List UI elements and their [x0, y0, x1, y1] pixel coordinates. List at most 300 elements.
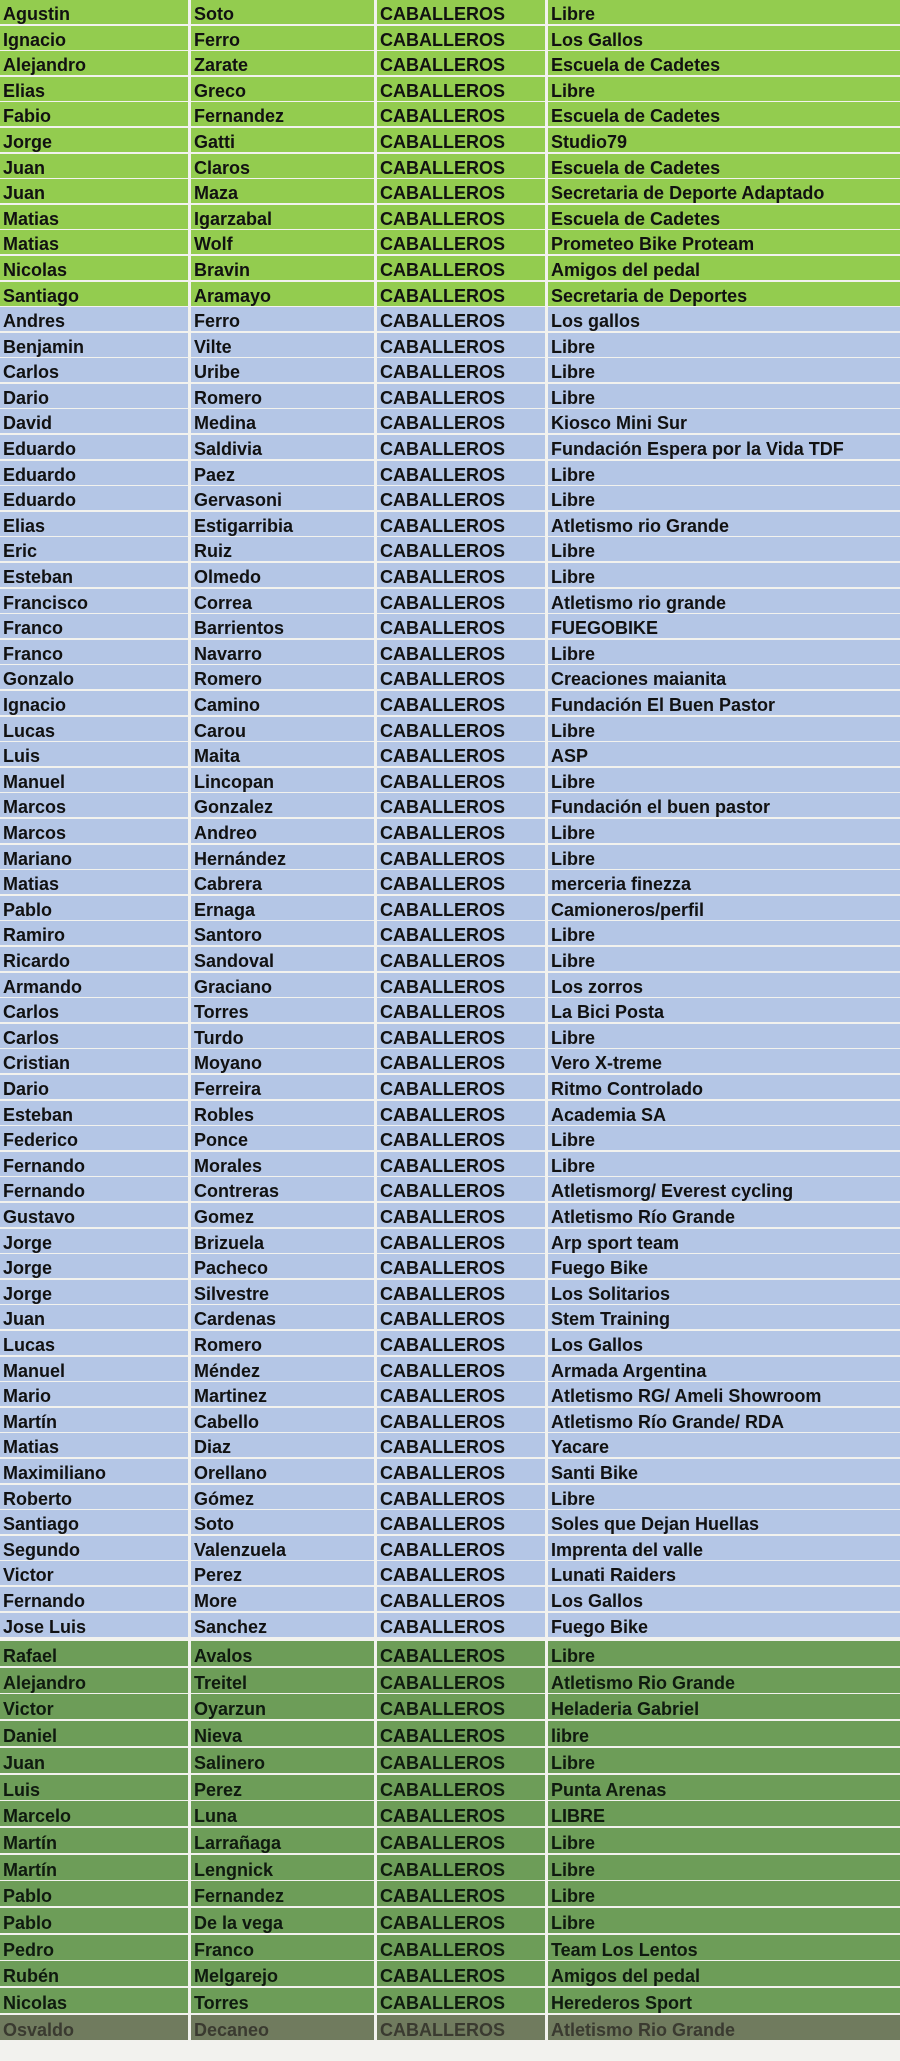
team-cell: Libre: [548, 1126, 900, 1150]
table-row: [0, 563, 900, 587]
team-cell: Libre: [548, 640, 900, 664]
first-name-cell: Osvaldo: [0, 2015, 188, 2040]
table-row: [0, 1280, 900, 1304]
table-row: [0, 1935, 900, 1960]
last-name-cell: Saldivia: [191, 435, 374, 459]
first-name-cell: Matias: [0, 870, 188, 894]
category-cell: CABALLEROS: [377, 1101, 545, 1125]
table-row: [0, 870, 900, 894]
category-cell: CABALLEROS: [377, 102, 545, 126]
category-cell: CABALLEROS: [377, 998, 545, 1022]
table-row: [0, 205, 900, 229]
last-name-cell: Maita: [191, 742, 374, 766]
last-name-cell: Maza: [191, 179, 374, 203]
table-row: [0, 1485, 900, 1509]
last-name-cell: Soto: [191, 1510, 374, 1534]
first-name-cell: Carlos: [0, 1024, 188, 1048]
category-cell: CABALLEROS: [377, 128, 545, 152]
first-name-cell: David: [0, 409, 188, 433]
last-name-cell: Cabello: [191, 1408, 374, 1432]
team-cell: Libre: [548, 1828, 900, 1853]
table-row: [0, 921, 900, 945]
last-name-cell: Andreo: [191, 819, 374, 843]
table-row: [0, 640, 900, 664]
category-cell: CABALLEROS: [377, 307, 545, 331]
last-name-cell: Aramayo: [191, 282, 374, 306]
first-name-cell: Fernando: [0, 1587, 188, 1611]
first-name-cell: Ricardo: [0, 947, 188, 971]
table-row: [0, 819, 900, 843]
category-cell: CABALLEROS: [377, 845, 545, 869]
table-row: [0, 1801, 900, 1826]
category-cell: CABALLEROS: [377, 333, 545, 357]
category-cell: CABALLEROS: [377, 1126, 545, 1150]
first-name-cell: Martín: [0, 1828, 188, 1853]
first-name-cell: Nicolas: [0, 256, 188, 280]
category-cell: CABALLEROS: [377, 1305, 545, 1329]
last-name-cell: Barrientos: [191, 614, 374, 638]
team-cell: Lunati Raiders: [548, 1561, 900, 1585]
first-name-cell: Pablo: [0, 1881, 188, 1906]
category-cell: CABALLEROS: [377, 384, 545, 408]
first-name-cell: Fernando: [0, 1152, 188, 1176]
first-name-cell: Alejandro: [0, 1668, 188, 1693]
table-row: [0, 1721, 900, 1746]
table-row: [0, 768, 900, 792]
last-name-cell: Luna: [191, 1801, 374, 1826]
team-cell: Stem Training: [548, 1305, 900, 1329]
table-row: [0, 589, 900, 613]
category-cell: CABALLEROS: [377, 1152, 545, 1176]
first-name-cell: Franco: [0, 640, 188, 664]
table-row: [0, 1331, 900, 1355]
category-cell: CABALLEROS: [377, 205, 545, 229]
first-name-cell: Eduardo: [0, 461, 188, 485]
team-cell: Libre: [548, 486, 900, 510]
category-cell: CABALLEROS: [377, 179, 545, 203]
table-row: [0, 1357, 900, 1381]
first-name-cell: Gonzalo: [0, 665, 188, 689]
team-cell: Libre: [548, 563, 900, 587]
table-row: [0, 1152, 900, 1176]
first-name-cell: Fabio: [0, 102, 188, 126]
category-cell: CABALLEROS: [377, 665, 545, 689]
table-row: [0, 1408, 900, 1432]
category-cell: CABALLEROS: [377, 461, 545, 485]
category-cell: CABALLEROS: [377, 154, 545, 178]
category-cell: CABALLEROS: [377, 1748, 545, 1773]
table-row: [0, 0, 900, 24]
last-name-cell: Silvestre: [191, 1280, 374, 1304]
first-name-cell: Francisco: [0, 589, 188, 613]
last-name-cell: Wolf: [191, 230, 374, 254]
table-row: [0, 77, 900, 101]
table-row: [0, 1775, 900, 1800]
first-name-cell: Jose Luis: [0, 1613, 188, 1637]
first-name-cell: Ignacio: [0, 691, 188, 715]
last-name-cell: Larrañaga: [191, 1828, 374, 1853]
category-cell: CABALLEROS: [377, 1694, 545, 1719]
team-cell: merceria finezza: [548, 870, 900, 894]
last-name-cell: Cabrera: [191, 870, 374, 894]
first-name-cell: Eric: [0, 537, 188, 561]
table-row: [0, 1641, 900, 1666]
team-cell: Libre: [548, 1485, 900, 1509]
last-name-cell: Paez: [191, 461, 374, 485]
team-cell: Soles que Dejan Huellas: [548, 1510, 900, 1534]
last-name-cell: Hernández: [191, 845, 374, 869]
table-row: [0, 998, 900, 1022]
last-name-cell: Ferro: [191, 307, 374, 331]
last-name-cell: Fernandez: [191, 102, 374, 126]
team-cell: Prometeo Bike Proteam: [548, 230, 900, 254]
last-name-cell: Lincopan: [191, 768, 374, 792]
team-cell: Los gallos: [548, 307, 900, 331]
last-name-cell: Perez: [191, 1561, 374, 1585]
table-row: [0, 1587, 900, 1611]
team-cell: ASP: [548, 742, 900, 766]
table-row: [0, 358, 900, 382]
last-name-cell: Correa: [191, 589, 374, 613]
category-cell: CABALLEROS: [377, 896, 545, 920]
first-name-cell: Victor: [0, 1694, 188, 1719]
first-name-cell: Elias: [0, 512, 188, 536]
first-name-cell: Gustavo: [0, 1203, 188, 1227]
team-cell: Studio79: [548, 128, 900, 152]
team-cell: Atletismo Rio Grande: [548, 2015, 900, 2040]
first-name-cell: Dario: [0, 384, 188, 408]
team-cell: Libre: [548, 1024, 900, 1048]
category-cell: CABALLEROS: [377, 512, 545, 536]
table-row: [0, 512, 900, 536]
first-name-cell: Carlos: [0, 358, 188, 382]
team-cell: Heladeria Gabriel: [548, 1694, 900, 1719]
category-cell: CABALLEROS: [377, 282, 545, 306]
first-name-cell: Nicolas: [0, 1988, 188, 2013]
last-name-cell: Moyano: [191, 1049, 374, 1073]
team-cell: Libre: [548, 768, 900, 792]
last-name-cell: Melgarejo: [191, 1961, 374, 1986]
last-name-cell: Graciano: [191, 973, 374, 997]
first-name-cell: Andres: [0, 307, 188, 331]
category-cell: CABALLEROS: [377, 717, 545, 741]
category-cell: CABALLEROS: [377, 1801, 545, 1826]
category-cell: CABALLEROS: [377, 230, 545, 254]
category-cell: CABALLEROS: [377, 1855, 545, 1880]
category-cell: CABALLEROS: [377, 537, 545, 561]
first-name-cell: Carlos: [0, 998, 188, 1022]
category-cell: CABALLEROS: [377, 768, 545, 792]
last-name-cell: Romero: [191, 665, 374, 689]
team-cell: Arp sport team: [548, 1229, 900, 1253]
table-row: [0, 128, 900, 152]
first-name-cell: Roberto: [0, 1485, 188, 1509]
first-name-cell: Juan: [0, 1748, 188, 1773]
category-cell: CABALLEROS: [377, 589, 545, 613]
team-cell: Libre: [548, 1881, 900, 1906]
table-row: [0, 1382, 900, 1406]
category-cell: CABALLEROS: [377, 742, 545, 766]
table-row: [0, 435, 900, 459]
category-cell: CABALLEROS: [377, 1641, 545, 1666]
last-name-cell: Uribe: [191, 358, 374, 382]
first-name-cell: Esteban: [0, 563, 188, 587]
team-cell: libre: [548, 1721, 900, 1746]
team-cell: Fundación Espera por la Vida TDF: [548, 435, 900, 459]
table-row: [0, 333, 900, 357]
first-name-cell: Agustin: [0, 0, 188, 24]
category-cell: CABALLEROS: [377, 1908, 545, 1933]
team-cell: Secretaria de Deporte Adaptado: [548, 179, 900, 203]
team-cell: Libre: [548, 1908, 900, 1933]
last-name-cell: Cardenas: [191, 1305, 374, 1329]
table-row: [0, 1229, 900, 1253]
first-name-cell: Marcelo: [0, 1801, 188, 1826]
table-row: [0, 282, 900, 306]
first-name-cell: Juan: [0, 154, 188, 178]
category-cell: CABALLEROS: [377, 486, 545, 510]
first-name-cell: Pedro: [0, 1935, 188, 1960]
category-cell: CABALLEROS: [377, 1203, 545, 1227]
first-name-cell: Fernando: [0, 1177, 188, 1201]
category-cell: CABALLEROS: [377, 1024, 545, 1048]
team-cell: Fundación El Buen Pastor: [548, 691, 900, 715]
first-name-cell: Juan: [0, 1305, 188, 1329]
last-name-cell: Oyarzun: [191, 1694, 374, 1719]
last-name-cell: Navarro: [191, 640, 374, 664]
last-name-cell: Gervasoni: [191, 486, 374, 510]
category-cell: CABALLEROS: [377, 1721, 545, 1746]
last-name-cell: Zarate: [191, 51, 374, 75]
first-name-cell: Lucas: [0, 717, 188, 741]
table-row: [0, 230, 900, 254]
first-name-cell: Segundo: [0, 1536, 188, 1560]
last-name-cell: Contreras: [191, 1177, 374, 1201]
table-row: [0, 691, 900, 715]
team-cell: Ritmo Controlado: [548, 1075, 900, 1099]
table-row: [0, 717, 900, 741]
last-name-cell: Ponce: [191, 1126, 374, 1150]
category-cell: CABALLEROS: [377, 640, 545, 664]
last-name-cell: Ruiz: [191, 537, 374, 561]
first-name-cell: Rubén: [0, 1961, 188, 1986]
first-name-cell: Esteban: [0, 1101, 188, 1125]
team-cell: Punta Arenas: [548, 1775, 900, 1800]
first-name-cell: Ignacio: [0, 26, 188, 50]
category-cell: CABALLEROS: [377, 26, 545, 50]
category-cell: CABALLEROS: [377, 1254, 545, 1278]
first-name-cell: Mariano: [0, 845, 188, 869]
table-row: [0, 614, 900, 638]
first-name-cell: Jorge: [0, 1280, 188, 1304]
table-row: [0, 845, 900, 869]
last-name-cell: Olmedo: [191, 563, 374, 587]
last-name-cell: Igarzabal: [191, 205, 374, 229]
category-cell: CABALLEROS: [377, 358, 545, 382]
category-cell: CABALLEROS: [377, 1177, 545, 1201]
last-name-cell: Pacheco: [191, 1254, 374, 1278]
first-name-cell: Ramiro: [0, 921, 188, 945]
first-name-cell: Victor: [0, 1561, 188, 1585]
team-cell: Escuela de Cadetes: [548, 154, 900, 178]
team-cell: Libre: [548, 77, 900, 101]
team-cell: Libre: [548, 333, 900, 357]
last-name-cell: Ernaga: [191, 896, 374, 920]
category-cell: CABALLEROS: [377, 1331, 545, 1355]
category-cell: CABALLEROS: [377, 1510, 545, 1534]
first-name-cell: Daniel: [0, 1721, 188, 1746]
team-cell: Secretaria de Deportes: [548, 282, 900, 306]
table-row: [0, 256, 900, 280]
category-cell: CABALLEROS: [377, 691, 545, 715]
first-name-cell: Luis: [0, 1775, 188, 1800]
team-cell: Escuela de Cadetes: [548, 51, 900, 75]
last-name-cell: Torres: [191, 998, 374, 1022]
last-name-cell: Vilte: [191, 333, 374, 357]
table-row: [0, 665, 900, 689]
category-cell: CABALLEROS: [377, 1587, 545, 1611]
category-cell: CABALLEROS: [377, 1988, 545, 2013]
team-cell: Los Gallos: [548, 1331, 900, 1355]
table-row: [0, 793, 900, 817]
category-cell: CABALLEROS: [377, 1935, 545, 1960]
first-name-cell: Federico: [0, 1126, 188, 1150]
table-row: [0, 1254, 900, 1278]
last-name-cell: Carou: [191, 717, 374, 741]
team-cell: Libre: [548, 1748, 900, 1773]
last-name-cell: Greco: [191, 77, 374, 101]
team-cell: Los Gallos: [548, 1587, 900, 1611]
table-row: [0, 486, 900, 510]
last-name-cell: Fernandez: [191, 1881, 374, 1906]
category-cell: CABALLEROS: [377, 1668, 545, 1693]
first-name-cell: Marcos: [0, 793, 188, 817]
last-name-cell: Camino: [191, 691, 374, 715]
category-cell: CABALLEROS: [377, 1881, 545, 1906]
category-cell: CABALLEROS: [377, 1229, 545, 1253]
category-cell: CABALLEROS: [377, 2015, 545, 2040]
table-row: [0, 1561, 900, 1585]
first-name-cell: Armando: [0, 973, 188, 997]
table-row: [0, 1855, 900, 1880]
first-name-cell: Pablo: [0, 896, 188, 920]
category-cell: CABALLEROS: [377, 1408, 545, 1432]
team-cell: Libre: [548, 1641, 900, 1666]
first-name-cell: Manuel: [0, 1357, 188, 1381]
last-name-cell: Sanchez: [191, 1613, 374, 1637]
last-name-cell: Medina: [191, 409, 374, 433]
team-cell: Escuela de Cadetes: [548, 102, 900, 126]
last-name-cell: Soto: [191, 0, 374, 24]
team-cell: Amigos del pedal: [548, 1961, 900, 1986]
first-name-cell: Dario: [0, 1075, 188, 1099]
category-cell: CABALLEROS: [377, 1485, 545, 1509]
team-cell: Libre: [548, 845, 900, 869]
table-row: [0, 1668, 900, 1693]
table-row: [0, 51, 900, 75]
first-name-cell: Mario: [0, 1382, 188, 1406]
team-cell: Los Gallos: [548, 26, 900, 50]
team-cell: Vero X-treme: [548, 1049, 900, 1073]
category-cell: CABALLEROS: [377, 409, 545, 433]
last-name-cell: Gonzalez: [191, 793, 374, 817]
table-row: [0, 1613, 900, 1637]
category-cell: CABALLEROS: [377, 1280, 545, 1304]
team-cell: Fuego Bike: [548, 1613, 900, 1637]
category-cell: CABALLEROS: [377, 1561, 545, 1585]
last-name-cell: Ferro: [191, 26, 374, 50]
team-cell: Libre: [548, 461, 900, 485]
last-name-cell: Avalos: [191, 1641, 374, 1666]
table-row: [0, 154, 900, 178]
table-row: [0, 742, 900, 766]
first-name-cell: Eduardo: [0, 435, 188, 459]
table-row: [0, 2015, 900, 2040]
table-row: [0, 1024, 900, 1048]
first-name-cell: Marcos: [0, 819, 188, 843]
last-name-cell: Claros: [191, 154, 374, 178]
first-name-cell: Alejandro: [0, 51, 188, 75]
team-cell: Libre: [548, 1152, 900, 1176]
table-row: [0, 973, 900, 997]
category-cell: CABALLEROS: [377, 51, 545, 75]
first-name-cell: Jorge: [0, 1254, 188, 1278]
team-cell: Fundación el buen pastor: [548, 793, 900, 817]
team-cell: LIBRE: [548, 1801, 900, 1826]
team-cell: Libre: [548, 358, 900, 382]
team-cell: Libre: [548, 717, 900, 741]
first-name-cell: Lucas: [0, 1331, 188, 1355]
first-name-cell: Juan: [0, 179, 188, 203]
table-row: [0, 1305, 900, 1329]
last-name-cell: Treitel: [191, 1668, 374, 1693]
category-cell: CABALLEROS: [377, 1961, 545, 1986]
table-row: [0, 537, 900, 561]
last-name-cell: Romero: [191, 1331, 374, 1355]
table-row: [0, 1510, 900, 1534]
team-cell: Yacare: [548, 1433, 900, 1457]
last-name-cell: Méndez: [191, 1357, 374, 1381]
last-name-cell: Nieva: [191, 1721, 374, 1746]
team-cell: Libre: [548, 1855, 900, 1880]
table-row: [0, 1203, 900, 1227]
table-row: [0, 947, 900, 971]
last-name-cell: Santoro: [191, 921, 374, 945]
last-name-cell: Orellano: [191, 1459, 374, 1483]
team-cell: Santi Bike: [548, 1459, 900, 1483]
first-name-cell: Matias: [0, 230, 188, 254]
table-row: [0, 307, 900, 331]
category-cell: CABALLEROS: [377, 614, 545, 638]
team-cell: Libre: [548, 947, 900, 971]
team-cell: Atletismo RG/ Ameli Showroom: [548, 1382, 900, 1406]
table-row: [0, 1101, 900, 1125]
first-name-cell: Cristian: [0, 1049, 188, 1073]
team-cell: Creaciones maianita: [548, 665, 900, 689]
team-cell: La Bici Posta: [548, 998, 900, 1022]
table-row: [0, 1908, 900, 1933]
category-cell: CABALLEROS: [377, 1433, 545, 1457]
table-row: [0, 1961, 900, 1986]
category-cell: CABALLEROS: [377, 819, 545, 843]
category-cell: CABALLEROS: [377, 973, 545, 997]
team-cell: Atletismo Rio Grande: [548, 1668, 900, 1693]
category-cell: CABALLEROS: [377, 1828, 545, 1853]
team-cell: Los zorros: [548, 973, 900, 997]
table-row: [0, 1748, 900, 1773]
last-name-cell: Lengnick: [191, 1855, 374, 1880]
table-row: [0, 461, 900, 485]
